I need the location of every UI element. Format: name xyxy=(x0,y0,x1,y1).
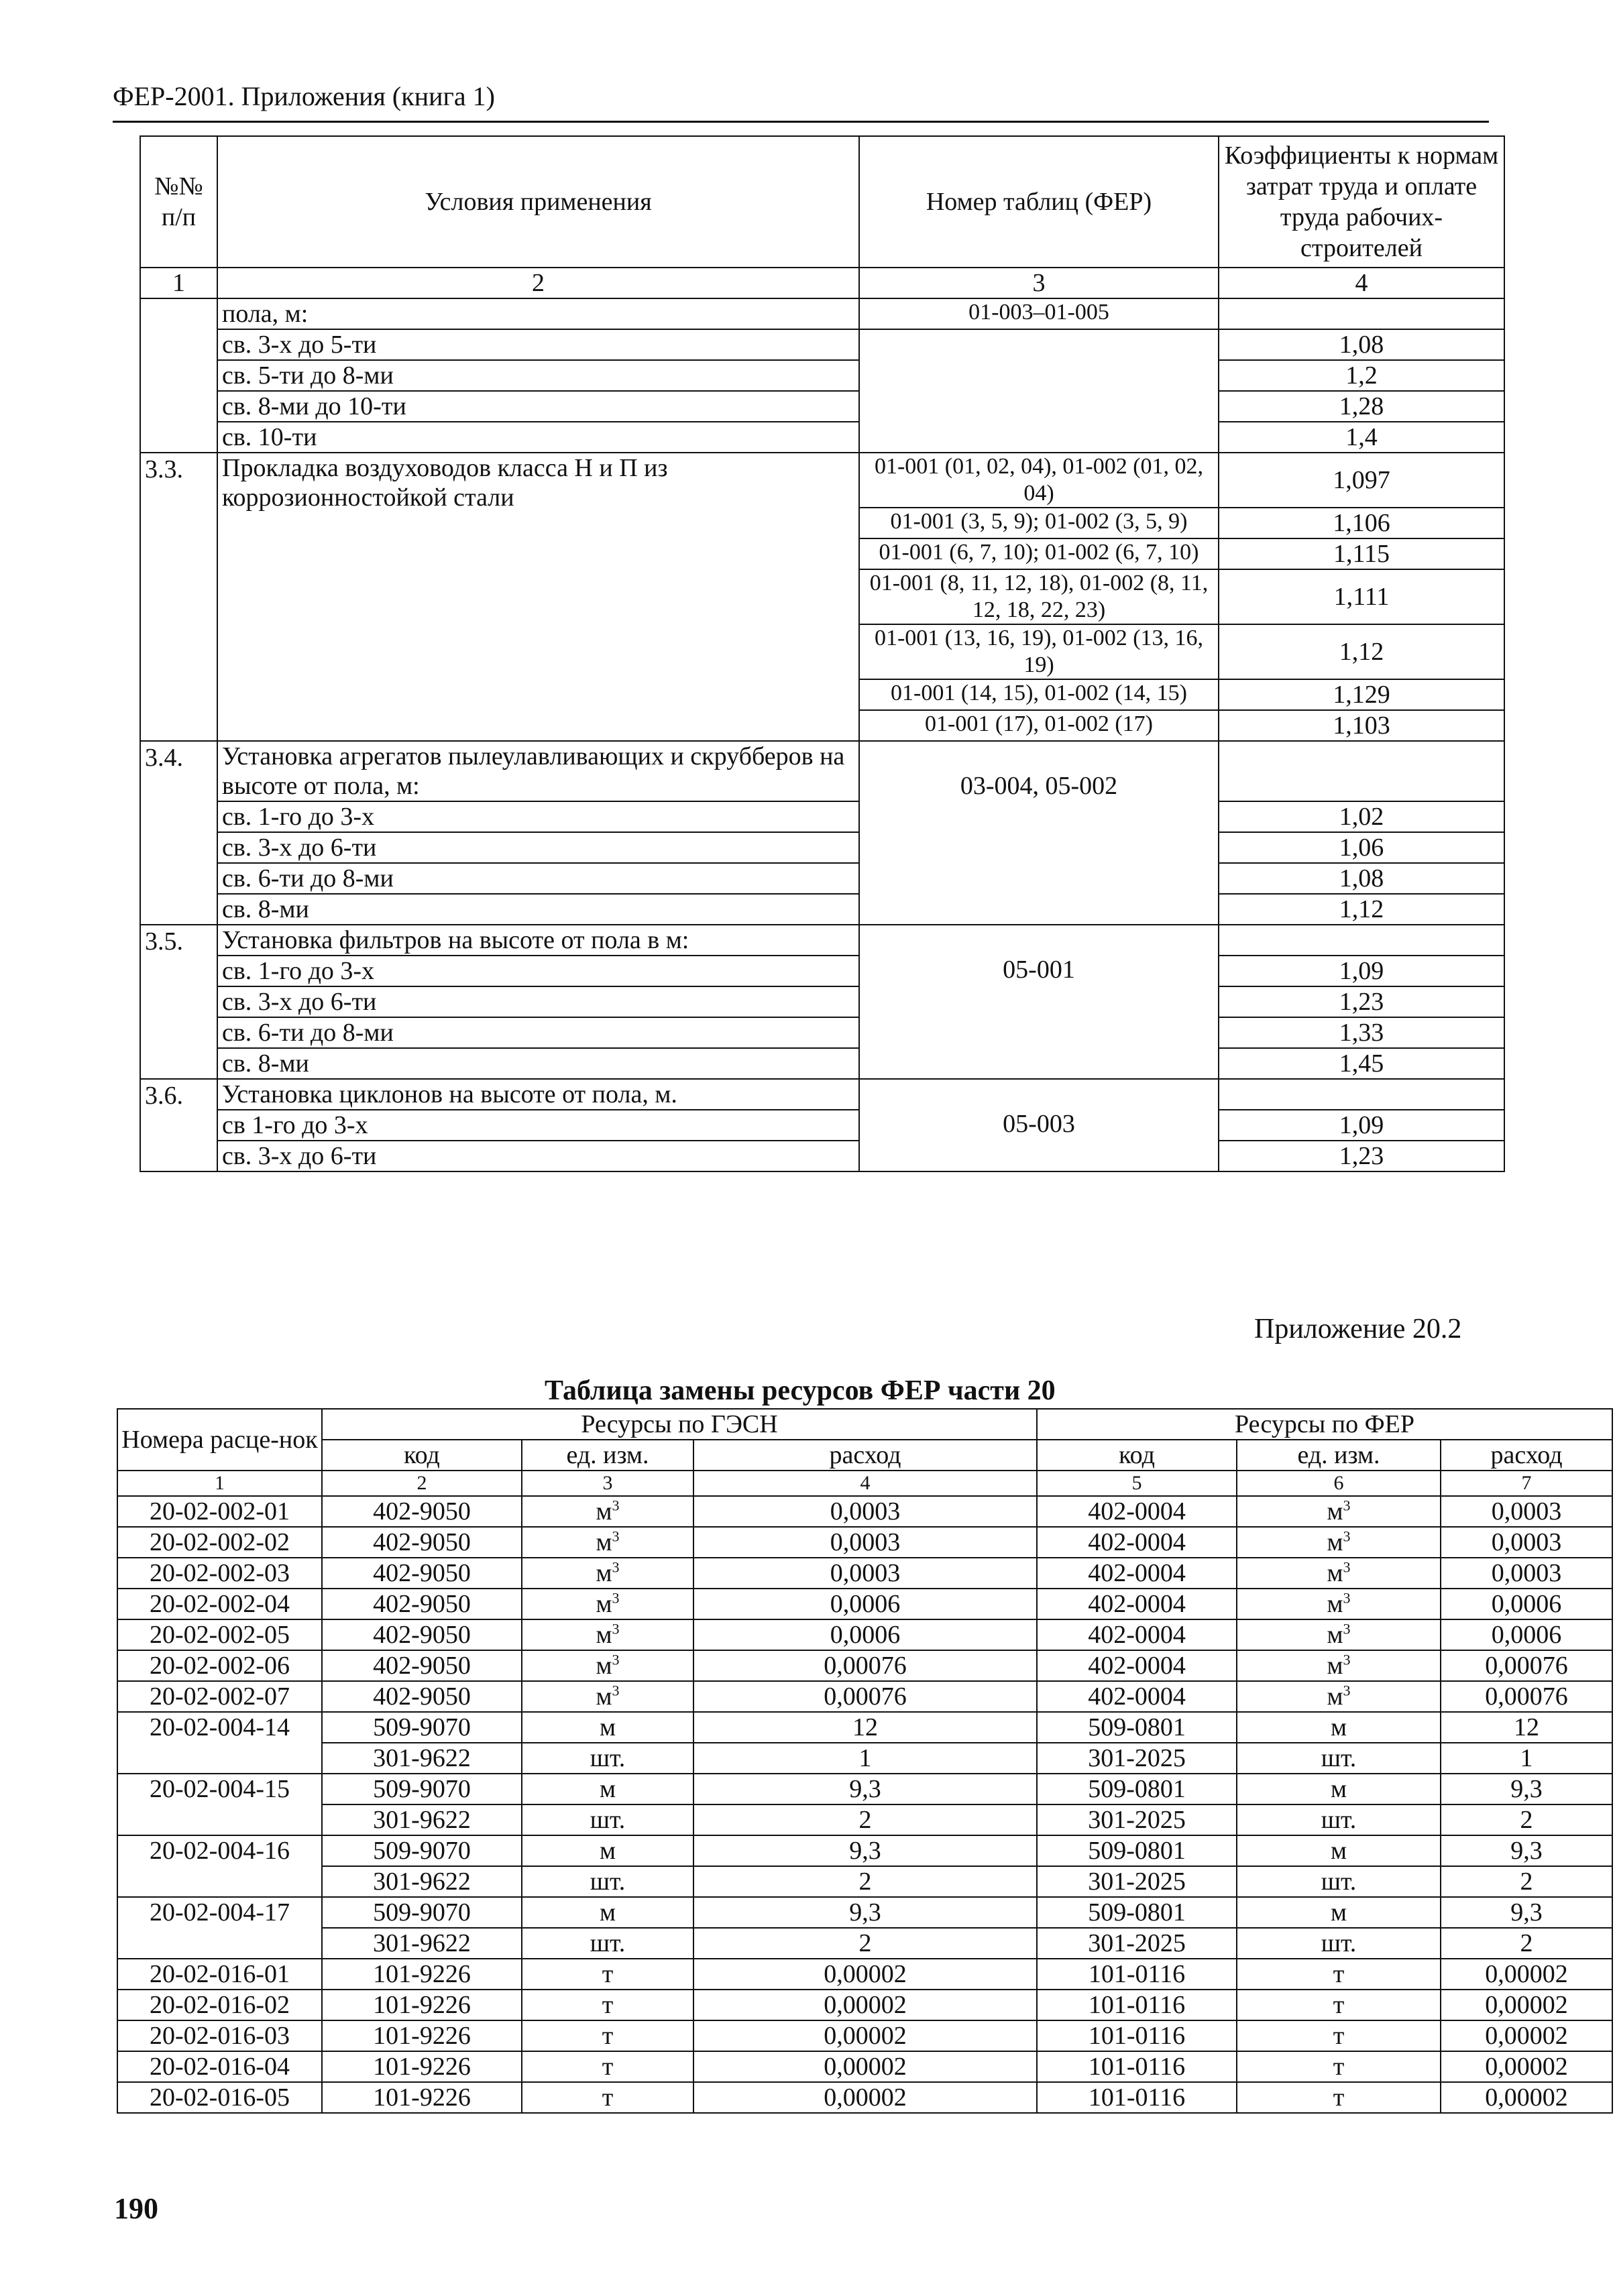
fer-unit-cell: т xyxy=(1237,2051,1441,2082)
gesn-code-cell: 402-9050 xyxy=(322,1650,522,1681)
condition-row: св. 3-х до 6-ти xyxy=(217,1141,859,1171)
coef-cell-empty xyxy=(1219,741,1504,801)
condition-row: св. 5-ти до 8-ми xyxy=(217,360,859,391)
header-rates: Номера расце-нок xyxy=(117,1409,322,1471)
rate-number-cell: 20-02-002-04 xyxy=(117,1589,322,1619)
rate-number-cell: 20-02-004-17 xyxy=(117,1897,322,1959)
tables-cell: 01-003–01-005 xyxy=(859,298,1219,329)
header-unit: ед. изм. xyxy=(522,1440,693,1471)
unit-value: м xyxy=(596,1497,612,1526)
rate-number-cell: 20-02-004-16 xyxy=(117,1835,322,1897)
fer-amount-cell: 12 xyxy=(1441,1712,1612,1743)
fer-code-cell: 402-0004 xyxy=(1037,1619,1237,1650)
rate-number-cell: 20-02-016-02 xyxy=(117,1990,322,2020)
gesn-unit-cell: т xyxy=(522,2051,693,2082)
unit-cell xyxy=(1237,1558,1441,1589)
gesn-code-cell: 301-9622 xyxy=(322,1804,522,1835)
coef-cell-empty xyxy=(1219,1079,1504,1110)
fer-code-cell: 509-0801 xyxy=(1037,1712,1237,1743)
unit-value: м xyxy=(596,1682,612,1711)
gesn-amount-cell: 0,0003 xyxy=(693,1558,1037,1589)
condition-title: пола, м: xyxy=(217,298,859,329)
coef-cell: 1,23 xyxy=(1219,986,1504,1017)
resource-table-title: Таблица замены ресурсов ФЕР части 20 xyxy=(545,1375,1056,1406)
coef-cell: 1,08 xyxy=(1219,863,1504,894)
fer-code-cell: 402-0004 xyxy=(1037,1681,1237,1712)
condition-row: св. 8-ми xyxy=(217,894,859,925)
tables-cell: 01-001 (6, 7, 10); 01-002 (6, 7, 10) xyxy=(859,538,1219,569)
condition-row: св. 1-го до 3-х xyxy=(217,801,859,832)
gesn-amount-cell: 0,0003 xyxy=(693,1527,1037,1558)
fer-code-cell: 402-0004 xyxy=(1037,1527,1237,1558)
unit-cell xyxy=(1237,1619,1441,1650)
fer-unit-cell: т xyxy=(1237,2082,1441,2113)
condition-row: св. 10-ти xyxy=(217,422,859,453)
condition-row: св. 8-ми до 10-ти xyxy=(217,391,859,422)
tables-cell: 01-001 (01, 02, 04), 01-002 (01, 02, 04) xyxy=(859,453,1219,508)
gesn-code-cell: 509-9070 xyxy=(322,1774,522,1804)
gesn-code-cell: 402-9050 xyxy=(322,1496,522,1527)
unit-superscript: 3 xyxy=(1343,1528,1351,1545)
fer-amount-cell: 0,00076 xyxy=(1441,1650,1612,1681)
unit-superscript: 3 xyxy=(612,1589,620,1607)
fer-amount-cell: 2 xyxy=(1441,1928,1612,1959)
unit-value: м xyxy=(596,1652,612,1680)
header-unit: ед. изм. xyxy=(1237,1440,1441,1471)
gesn-amount-cell: 12 xyxy=(693,1712,1037,1743)
tables-value: 05-001 xyxy=(1003,956,1075,984)
gesn-code-cell: 402-9050 xyxy=(322,1527,522,1558)
unit-value: м xyxy=(1327,1497,1343,1526)
fer-amount-cell: 0,00002 xyxy=(1441,2082,1612,2113)
tables-cell: 01-001 (3, 5, 9); 01-002 (3, 5, 9) xyxy=(859,508,1219,538)
unit-superscript: 3 xyxy=(612,1528,620,1545)
condition-row: св. 6-ти до 8-ми xyxy=(217,1017,859,1048)
rate-number-cell: 20-02-002-07 xyxy=(117,1681,322,1712)
table-row xyxy=(117,1589,1612,1619)
condition-title: Установка циклонов на высоте от пола, м. xyxy=(217,1079,859,1110)
header-amount: расход xyxy=(1441,1440,1612,1471)
coef-cell: 1,106 xyxy=(1219,508,1504,538)
gesn-unit-cell: т xyxy=(522,2082,693,2113)
fer-code-cell: 101-0116 xyxy=(1037,1990,1237,2020)
header-num: №№ п/п xyxy=(140,136,217,268)
condition-row: св. 3-х до 6-ти xyxy=(217,986,859,1017)
rate-number-cell: 20-02-004-15 xyxy=(117,1774,322,1835)
rate-number-cell: 20-02-002-02 xyxy=(117,1527,322,1558)
tables-cell xyxy=(859,1079,1219,1171)
fer-code-cell: 402-0004 xyxy=(1037,1496,1237,1527)
gesn-amount-cell: 0,0003 xyxy=(693,1496,1037,1527)
table-row xyxy=(117,1897,1612,1928)
header-gesn: Ресурсы по ГЭСН xyxy=(322,1409,1037,1440)
fer-unit-cell: шт. xyxy=(1237,1804,1441,1835)
unit-value: м xyxy=(1327,1528,1343,1556)
unit-superscript: 3 xyxy=(612,1651,620,1668)
fer-amount-cell: 9,3 xyxy=(1441,1897,1612,1928)
rate-number-cell: 20-02-002-01 xyxy=(117,1496,322,1527)
fer-amount-cell: 0,0006 xyxy=(1441,1619,1612,1650)
unit-value: м xyxy=(596,1559,612,1587)
unit-cell xyxy=(522,1650,693,1681)
fer-amount-cell: 1 xyxy=(1441,1743,1612,1774)
table-row xyxy=(117,1866,1612,1897)
gesn-amount-cell: 0,00002 xyxy=(693,2051,1037,2082)
table-row xyxy=(117,1619,1612,1650)
fer-code-cell: 301-2025 xyxy=(1037,1804,1237,1835)
fer-unit-cell: шт. xyxy=(1237,1866,1441,1897)
gesn-unit-cell: м xyxy=(522,1712,693,1743)
unit-value: м xyxy=(1327,1682,1343,1711)
unit-value: м xyxy=(1327,1621,1343,1649)
gesn-code-cell: 402-9050 xyxy=(322,1558,522,1589)
header-rule xyxy=(113,121,1489,123)
rate-number-cell: 20-02-002-03 xyxy=(117,1558,322,1589)
coef-cell: 1,2 xyxy=(1219,360,1504,391)
unit-cell xyxy=(522,1527,693,1558)
colnum-4: 4 xyxy=(1219,268,1504,298)
coef-cell: 1,28 xyxy=(1219,391,1504,422)
fer-code-cell: 101-0116 xyxy=(1037,2082,1237,2113)
fer-code-cell: 101-0116 xyxy=(1037,2051,1237,2082)
fer-code-cell: 509-0801 xyxy=(1037,1897,1237,1928)
unit-cell xyxy=(1237,1589,1441,1619)
coef-cell-empty xyxy=(1219,298,1504,329)
rate-number-cell: 20-02-002-06 xyxy=(117,1650,322,1681)
fer-unit-cell: м xyxy=(1237,1712,1441,1743)
fer-code-cell: 101-0116 xyxy=(1037,2020,1237,2051)
fer-code-cell: 509-0801 xyxy=(1037,1835,1237,1866)
fer-code-cell: 509-0801 xyxy=(1037,1774,1237,1804)
coef-cell: 1,06 xyxy=(1219,832,1504,863)
fer-unit-cell: шт. xyxy=(1237,1743,1441,1774)
gesn-amount-cell: 0,00002 xyxy=(693,2082,1037,2113)
condition-title: Установка агрегатов пылеулавливающих и скрубберов на высоте от пола, м: xyxy=(217,741,859,801)
rate-number-cell: 20-02-016-05 xyxy=(117,2082,322,2113)
colnum-1: 1 xyxy=(140,268,217,298)
unit-superscript: 3 xyxy=(612,1620,620,1638)
gesn-code-cell: 101-9226 xyxy=(322,2082,522,2113)
unit-superscript: 3 xyxy=(612,1558,620,1576)
gesn-amount-cell: 9,3 xyxy=(693,1774,1037,1804)
fer-code-cell: 101-0116 xyxy=(1037,1959,1237,1990)
fer-unit-cell: м xyxy=(1237,1835,1441,1866)
unit-value: м xyxy=(596,1590,612,1618)
table-row xyxy=(117,1681,1612,1712)
coef-cell: 1,097 xyxy=(1219,453,1504,508)
colnum-3: 3 xyxy=(859,268,1219,298)
unit-superscript: 3 xyxy=(1343,1682,1351,1699)
fer-amount-cell: 0,00002 xyxy=(1441,2051,1612,2082)
unit-superscript: 3 xyxy=(1343,1589,1351,1607)
gesn-amount-cell: 2 xyxy=(693,1866,1037,1897)
unit-cell xyxy=(522,1681,693,1712)
tables-cell xyxy=(859,925,1219,1079)
header-fer: Ресурсы по ФЕР xyxy=(1037,1409,1612,1440)
coef-cell: 1,103 xyxy=(1219,710,1504,741)
table-row xyxy=(117,1990,1612,2020)
unit-cell xyxy=(522,1496,693,1527)
fer-unit-cell: т xyxy=(1237,2020,1441,2051)
gesn-amount-cell: 2 xyxy=(693,1928,1037,1959)
gesn-amount-cell: 0,00076 xyxy=(693,1650,1037,1681)
gesn-unit-cell: т xyxy=(522,1990,693,2020)
unit-superscript: 3 xyxy=(1343,1497,1351,1514)
unit-cell xyxy=(522,1619,693,1650)
rate-number-cell: 20-02-004-14 xyxy=(117,1712,322,1774)
gesn-unit-cell: шт. xyxy=(522,1804,693,1835)
gesn-code-cell: 301-9622 xyxy=(322,1928,522,1959)
condition-row: св. 3-х до 6-ти xyxy=(217,832,859,863)
fer-amount-cell: 0,00002 xyxy=(1441,1959,1612,1990)
condition-title: Установка фильтров на высоте от пола в м: xyxy=(217,925,859,956)
colnum-2: 2 xyxy=(322,1471,522,1496)
gesn-code-cell: 101-9226 xyxy=(322,2051,522,2082)
gesn-amount-cell: 2 xyxy=(693,1804,1037,1835)
gesn-unit-cell: м xyxy=(522,1835,693,1866)
coef-cell: 1,23 xyxy=(1219,1141,1504,1171)
page-number: 190 xyxy=(114,2192,158,2225)
fer-amount-cell: 9,3 xyxy=(1441,1774,1612,1804)
item-number: 3.6. xyxy=(140,1079,217,1171)
gesn-unit-cell: шт. xyxy=(522,1743,693,1774)
table-row xyxy=(117,1959,1612,1990)
coef-cell: 1,08 xyxy=(1219,329,1504,360)
fer-unit-cell: т xyxy=(1237,1990,1441,2020)
fer-code-cell: 402-0004 xyxy=(1037,1650,1237,1681)
unit-value: м xyxy=(1327,1652,1343,1680)
header-amount: расход xyxy=(693,1440,1037,1471)
fer-amount-cell: 0,0003 xyxy=(1441,1558,1612,1589)
fer-code-cell: 301-2025 xyxy=(1037,1743,1237,1774)
unit-cell xyxy=(1237,1650,1441,1681)
fer-unit-cell: шт. xyxy=(1237,1928,1441,1959)
gesn-amount-cell: 9,3 xyxy=(693,1835,1037,1866)
gesn-code-cell: 402-9050 xyxy=(322,1589,522,1619)
condition-row: св. 8-ми xyxy=(217,1048,859,1079)
tables-value: 03-004, 05-002 xyxy=(960,772,1118,800)
unit-value: м xyxy=(596,1528,612,1556)
table-row xyxy=(117,1928,1612,1959)
gesn-amount-cell: 0,0006 xyxy=(693,1589,1037,1619)
unit-cell xyxy=(1237,1496,1441,1527)
table-row xyxy=(117,2020,1612,2051)
colnum-6: 6 xyxy=(1237,1471,1441,1496)
gesn-unit-cell: т xyxy=(522,2020,693,2051)
coef-cell: 1,33 xyxy=(1219,1017,1504,1048)
coef-cell: 1,45 xyxy=(1219,1048,1504,1079)
header-tables: Номер таблиц (ФЕР) xyxy=(859,136,1219,268)
fer-unit-cell: т xyxy=(1237,1959,1441,1990)
gesn-amount-cell: 9,3 xyxy=(693,1897,1037,1928)
gesn-code-cell: 101-9226 xyxy=(322,2020,522,2051)
fer-amount-cell: 0,00076 xyxy=(1441,1681,1612,1712)
condition-row: св. 3-х до 5-ти xyxy=(217,329,859,360)
colnum-2: 2 xyxy=(217,268,859,298)
coefficients-table xyxy=(140,135,1505,1172)
gesn-code-cell: 509-9070 xyxy=(322,1712,522,1743)
condition-row: св. 1-го до 3-х xyxy=(217,956,859,986)
item-number: 3.5. xyxy=(140,925,217,1079)
coef-cell: 1,4 xyxy=(1219,422,1504,453)
gesn-amount-cell: 0,00002 xyxy=(693,2020,1037,2051)
unit-cell xyxy=(522,1589,693,1619)
num-cell-empty xyxy=(140,298,217,453)
fer-code-cell: 301-2025 xyxy=(1037,1928,1237,1959)
coef-cell: 1,129 xyxy=(1219,679,1504,710)
item-number: 3.4. xyxy=(140,741,217,925)
coef-cell: 1,12 xyxy=(1219,624,1504,679)
table-row xyxy=(117,1650,1612,1681)
gesn-code-cell: 301-9622 xyxy=(322,1743,522,1774)
table-row xyxy=(117,1743,1612,1774)
fer-amount-cell: 2 xyxy=(1441,1804,1612,1835)
colnum-5: 5 xyxy=(1037,1471,1237,1496)
gesn-code-cell: 509-9070 xyxy=(322,1835,522,1866)
gesn-amount-cell: 0,00076 xyxy=(693,1681,1037,1712)
unit-value: м xyxy=(1327,1590,1343,1618)
unit-cell xyxy=(522,1558,693,1589)
rate-number-cell: 20-02-016-01 xyxy=(117,1959,322,1990)
coef-cell: 1,115 xyxy=(1219,538,1504,569)
unit-cell xyxy=(1237,1681,1441,1712)
coef-cell: 1,09 xyxy=(1219,1110,1504,1141)
appendix-label: Приложение 20.2 xyxy=(1254,1314,1462,1344)
tables-cell: 01-001 (14, 15), 01-002 (14, 15) xyxy=(859,679,1219,710)
table-row xyxy=(117,1712,1612,1743)
gesn-code-cell: 101-9226 xyxy=(322,1990,522,2020)
item-number: 3.3. xyxy=(140,453,217,741)
fer-amount-cell: 0,0003 xyxy=(1441,1527,1612,1558)
gesn-amount-cell: 0,0006 xyxy=(693,1619,1037,1650)
resource-table-body xyxy=(117,1496,1612,2113)
rate-number-cell: 20-02-002-05 xyxy=(117,1619,322,1650)
coef-cell: 1,02 xyxy=(1219,801,1504,832)
unit-value: м xyxy=(1327,1559,1343,1587)
table-row xyxy=(117,2082,1612,2113)
fer-code-cell: 402-0004 xyxy=(1037,1589,1237,1619)
gesn-code-cell: 402-9050 xyxy=(322,1681,522,1712)
table-row xyxy=(117,1558,1612,1589)
gesn-unit-cell: шт. xyxy=(522,1928,693,1959)
colnum-3: 3 xyxy=(522,1471,693,1496)
rate-number-cell: 20-02-016-04 xyxy=(117,2051,322,2082)
coef-cell: 1,12 xyxy=(1219,894,1504,925)
unit-superscript: 3 xyxy=(612,1682,620,1699)
colnum-7: 7 xyxy=(1441,1471,1612,1496)
table-row xyxy=(117,1527,1612,1558)
gesn-amount-cell: 0,00002 xyxy=(693,1959,1037,1990)
tables-value: 05-003 xyxy=(1003,1110,1075,1138)
fer-amount-cell: 0,0003 xyxy=(1441,1496,1612,1527)
gesn-amount-cell: 0,00002 xyxy=(693,1990,1037,2020)
tables-cell xyxy=(859,741,1219,925)
unit-value: м xyxy=(596,1621,612,1649)
condition-text: Прокладка воздуховодов класса Н и П из коррозионностойкой стали xyxy=(217,453,859,741)
gesn-code-cell: 509-9070 xyxy=(322,1897,522,1928)
colnum-1: 1 xyxy=(117,1471,322,1496)
fer-amount-cell: 2 xyxy=(1441,1866,1612,1897)
fer-code-cell: 301-2025 xyxy=(1037,1866,1237,1897)
rate-number-cell: 20-02-016-03 xyxy=(117,2020,322,2051)
gesn-code-cell: 101-9226 xyxy=(322,1959,522,1990)
header-code: код xyxy=(1037,1440,1237,1471)
unit-superscript: 3 xyxy=(1343,1620,1351,1638)
gesn-code-cell: 402-9050 xyxy=(322,1619,522,1650)
header-code: код xyxy=(322,1440,522,1471)
fer-amount-cell: 0,0006 xyxy=(1441,1589,1612,1619)
unit-superscript: 3 xyxy=(1343,1651,1351,1668)
colnum-4: 4 xyxy=(693,1471,1037,1496)
gesn-unit-cell: шт. xyxy=(522,1866,693,1897)
coef-cell: 1,111 xyxy=(1219,569,1504,624)
tables-cell: 01-001 (17), 01-002 (17) xyxy=(859,710,1219,741)
condition-row: св 1-го до 3-х xyxy=(217,1110,859,1141)
unit-superscript: 3 xyxy=(612,1497,620,1514)
tables-cell: 01-001 (13, 16, 19), 01-002 (13, 16, 19) xyxy=(859,624,1219,679)
condition-row: св. 6-ти до 8-ми xyxy=(217,863,859,894)
tables-cell-empty xyxy=(859,329,1219,453)
table-row xyxy=(117,1774,1612,1804)
unit-superscript: 3 xyxy=(1343,1558,1351,1576)
fer-amount-cell: 0,00002 xyxy=(1441,2020,1612,2051)
table-row xyxy=(117,2051,1612,2082)
table-row xyxy=(117,1496,1612,1527)
page-header: ФЕР-2001. Приложения (книга 1) xyxy=(113,81,495,111)
header-coef: Коэффициенты к нормам затрат труда и оплате труда рабочих-строителей xyxy=(1219,136,1504,268)
unit-cell xyxy=(1237,1527,1441,1558)
table-row xyxy=(117,1804,1612,1835)
fer-amount-cell: 0,00002 xyxy=(1441,1990,1612,2020)
coef-cell: 1,09 xyxy=(1219,956,1504,986)
fer-code-cell: 402-0004 xyxy=(1037,1558,1237,1589)
fer-unit-cell: м xyxy=(1237,1774,1441,1804)
fer-amount-cell: 9,3 xyxy=(1441,1835,1612,1866)
coef-cell-empty xyxy=(1219,925,1504,956)
table-row xyxy=(117,1835,1612,1866)
gesn-unit-cell: м xyxy=(522,1774,693,1804)
gesn-amount-cell: 1 xyxy=(693,1743,1037,1774)
resource-replacement-table xyxy=(117,1408,1613,2114)
gesn-code-cell: 301-9622 xyxy=(322,1866,522,1897)
gesn-unit-cell: м xyxy=(522,1897,693,1928)
tables-cell: 01-001 (8, 11, 12, 18), 01-002 (8, 11, 12, 18, 22, 23) xyxy=(859,569,1219,624)
header-conditions: Условия применения xyxy=(217,136,859,268)
gesn-unit-cell: т xyxy=(522,1959,693,1990)
fer-unit-cell: м xyxy=(1237,1897,1441,1928)
